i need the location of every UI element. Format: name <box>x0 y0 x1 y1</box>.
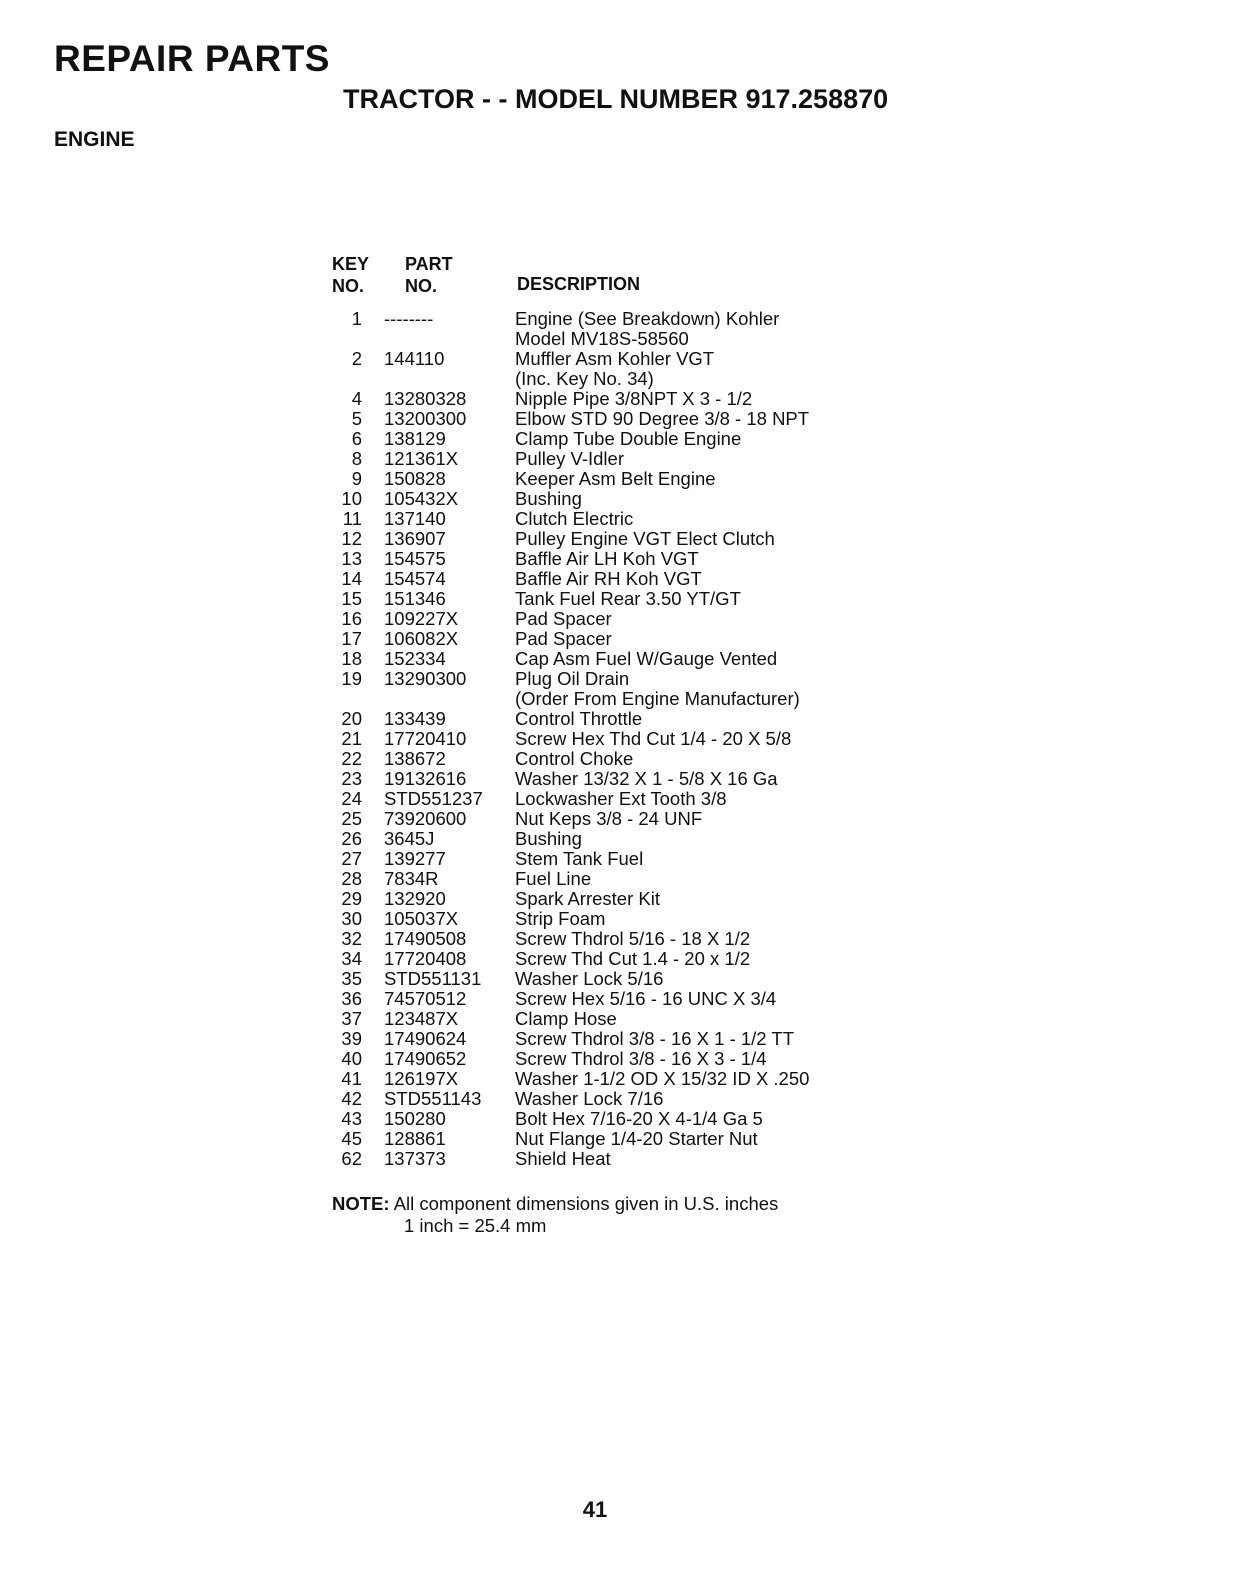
part-number: STD551237 <box>384 788 483 809</box>
key-header-line2: NO. <box>332 276 365 296</box>
part-number: 17720410 <box>384 728 467 749</box>
part-number: 13280328 <box>384 388 467 409</box>
table-row <box>332 449 892 469</box>
part-description <box>496 909 892 929</box>
description-line: Bushing <box>515 828 582 849</box>
part-number: 109227X <box>384 608 459 629</box>
part-description <box>496 769 892 789</box>
part-description <box>496 669 892 709</box>
part-number: 144110 <box>384 348 445 369</box>
description-line: Pulley Engine VGT Elect Clutch <box>515 528 775 549</box>
table-row <box>332 609 892 629</box>
part-number: 133439 <box>384 708 446 729</box>
part-number: 138129 <box>384 428 446 449</box>
parts-list <box>332 309 892 1169</box>
table-row <box>332 969 892 989</box>
table-row <box>332 429 892 449</box>
description-line: Pulley V-Idler <box>515 448 624 469</box>
part-number: 13200300 <box>384 408 467 429</box>
table-row <box>332 869 892 889</box>
description-line: Washer Lock 7/16 <box>515 1088 664 1109</box>
key-number: 30 <box>341 908 362 929</box>
description-line: Baffle Air RH Koh VGT <box>515 568 702 589</box>
part-number: 154574 <box>384 568 446 589</box>
description-line: Clamp Hose <box>515 1008 617 1029</box>
part-number: 139277 <box>384 848 446 869</box>
description-line: Control Throttle <box>515 708 643 729</box>
part-description <box>496 309 892 349</box>
part-description <box>496 469 892 489</box>
table-row <box>332 1069 892 1089</box>
table-row <box>332 549 892 569</box>
part-description <box>496 929 892 949</box>
description-line: Engine (See Breakdown) Kohler <box>515 308 780 329</box>
table-row <box>332 629 892 649</box>
part-description <box>496 449 892 469</box>
description-header: DESCRIPTION <box>517 274 641 294</box>
key-number: 15 <box>341 588 362 609</box>
part-number: 105037X <box>384 908 459 929</box>
part-header-line2: NO. <box>405 276 438 296</box>
description-line: Pad Spacer <box>515 628 612 649</box>
key-number: 43 <box>341 1108 362 1129</box>
description-line: Washer 1-1/2 OD X 15/32 ID X .250 <box>515 1068 810 1089</box>
table-row <box>332 909 892 929</box>
description-line: Stem Tank Fuel <box>515 848 644 869</box>
key-number: 20 <box>341 708 362 729</box>
key-number: 10 <box>341 488 362 509</box>
description-line: Clamp Tube Double Engine <box>515 428 742 449</box>
part-number: 150280 <box>384 1108 446 1129</box>
description-line: Bolt Hex 7/16-20 X 4-1/4 Ga 5 <box>515 1108 763 1129</box>
part-header-line1: PART <box>405 254 453 274</box>
part-number: 121361X <box>384 448 459 469</box>
part-number: 150828 <box>384 468 446 489</box>
part-description <box>496 609 892 629</box>
note <box>332 1193 778 1237</box>
description-line: Washer 13/32 X 1 - 5/8 X 16 Ga <box>515 768 778 789</box>
part-number: 7834R <box>384 868 439 889</box>
part-description <box>496 709 892 729</box>
description-line: Washer Lock 5/16 <box>515 968 664 989</box>
part-number: 137140 <box>384 508 446 529</box>
table-row <box>332 749 892 769</box>
description-line: Cap Asm Fuel W/Gauge Vented <box>515 648 778 669</box>
table-row <box>332 409 892 429</box>
part-description <box>496 789 892 809</box>
part-description <box>496 389 892 409</box>
part-description <box>496 569 892 589</box>
part-description <box>496 1029 892 1049</box>
key-number: 12 <box>341 528 362 549</box>
description-line: Screw Thdrol 5/16 - 18 X 1/2 <box>515 928 751 949</box>
part-description <box>496 1009 892 1029</box>
part-description <box>496 969 892 989</box>
part-description <box>496 489 892 509</box>
page-title: REPAIR PARTS <box>54 38 330 79</box>
key-number: 6 <box>351 428 362 449</box>
key-number: 29 <box>341 888 362 909</box>
part-description <box>496 649 892 669</box>
part-description <box>496 1049 892 1069</box>
key-number: 39 <box>341 1028 362 1049</box>
part-description <box>496 629 892 649</box>
part-number: 17490508 <box>384 928 467 949</box>
description-line: Baffle Air LH Koh VGT <box>515 548 699 569</box>
part-number: 13290300 <box>384 668 467 689</box>
key-number: 23 <box>341 768 362 789</box>
description-line: Nipple Pipe 3/8NPT X 3 - 1/2 <box>515 388 753 409</box>
table-row <box>332 349 892 389</box>
part-number: -------- <box>384 308 434 329</box>
key-number: 36 <box>341 988 362 1009</box>
model-subtitle: TRACTOR - - MODEL NUMBER 917.258870 <box>343 84 889 114</box>
description-line: Nut Flange 1/4-20 Starter Nut <box>515 1128 758 1149</box>
key-number: 26 <box>341 828 362 849</box>
part-number: 154575 <box>384 548 446 569</box>
key-number: 2 <box>351 348 362 369</box>
description-line: Screw Hex Thd Cut 1/4 - 20 X 5/8 <box>515 728 792 749</box>
table-row <box>332 709 892 729</box>
description-line: Tank Fuel Rear 3.50 YT/GT <box>515 588 741 609</box>
key-number: 42 <box>341 1088 362 1109</box>
key-number: 25 <box>341 808 362 829</box>
key-number: 45 <box>341 1128 362 1149</box>
table-row <box>332 669 892 709</box>
key-number: 32 <box>341 928 362 949</box>
part-number: 137373 <box>384 1148 446 1169</box>
part-description <box>496 829 892 849</box>
description-line: (Order From Engine Manufacturer) <box>515 688 800 709</box>
table-row <box>332 849 892 869</box>
table-row <box>332 729 892 749</box>
part-description <box>496 889 892 909</box>
key-number: 18 <box>341 648 362 669</box>
key-number: 37 <box>341 1008 362 1029</box>
key-number: 21 <box>341 728 362 749</box>
table-row <box>332 769 892 789</box>
description-line: Clutch Electric <box>515 508 634 529</box>
table-row <box>332 1009 892 1029</box>
table-row <box>332 1129 892 1149</box>
description-line: Model MV18S-58560 <box>515 328 689 349</box>
part-description <box>496 749 892 769</box>
part-number: 74570512 <box>384 988 467 1009</box>
table-row <box>332 589 892 609</box>
part-number: 126197X <box>384 1068 459 1089</box>
key-number: 13 <box>341 548 362 569</box>
table-row <box>332 1029 892 1049</box>
key-number: 8 <box>351 448 362 469</box>
key-header-line1: KEY <box>332 254 370 274</box>
description-line: Screw Thdrol 3/8 - 16 X 1 - 1/2 TT <box>515 1028 794 1049</box>
part-number: 73920600 <box>384 808 467 829</box>
description-line: Pad Spacer <box>515 608 612 629</box>
part-description <box>496 729 892 749</box>
part-number: STD551143 <box>384 1088 482 1109</box>
key-number: 41 <box>341 1068 362 1089</box>
table-row <box>332 309 892 349</box>
table-row <box>332 1049 892 1069</box>
key-number: 9 <box>351 468 362 489</box>
table-row <box>332 929 892 949</box>
part-description <box>496 809 892 829</box>
part-description <box>496 1149 892 1169</box>
description-line: Fuel Line <box>515 868 592 889</box>
description-line: Plug Oil Drain <box>515 668 630 689</box>
description-line: Nut Keps 3/8 - 24 UNF <box>515 808 703 829</box>
table-row <box>332 1089 892 1109</box>
part-description <box>496 849 892 869</box>
part-description <box>496 589 892 609</box>
description-line: Keeper Asm Belt Engine <box>515 468 716 489</box>
key-number: 14 <box>341 568 362 589</box>
part-number: 136907 <box>384 528 446 549</box>
table-row <box>332 1109 892 1129</box>
part-description <box>496 409 892 429</box>
table-row <box>332 789 892 809</box>
key-number: 16 <box>341 608 362 629</box>
table-row <box>332 949 892 969</box>
note-label: NOTE: <box>332 1193 390 1214</box>
description-line: Strip Foam <box>515 908 606 929</box>
key-number: 17 <box>341 628 362 649</box>
part-number: 152334 <box>384 648 446 669</box>
table-row <box>332 829 892 849</box>
part-number: 17720408 <box>384 948 467 969</box>
part-description <box>496 1129 892 1149</box>
table-row <box>332 989 892 1009</box>
key-number: 1 <box>351 308 362 329</box>
key-no-header <box>332 253 382 297</box>
table-row <box>332 1149 892 1169</box>
description-line: Screw Hex 5/16 - 16 UNC X 3/4 <box>515 988 777 1009</box>
part-number: 128861 <box>384 1128 446 1149</box>
description-line: Elbow STD 90 Degree 3/8 - 18 NPT <box>515 408 810 429</box>
key-number: 24 <box>341 788 362 809</box>
part-number: 17490624 <box>384 1028 467 1049</box>
part-description <box>496 509 892 529</box>
part-description <box>496 869 892 889</box>
key-number: 40 <box>341 1048 362 1069</box>
part-number: 138672 <box>384 748 446 769</box>
key-number: 11 <box>342 508 362 529</box>
table-row <box>332 809 892 829</box>
part-description <box>496 1109 892 1129</box>
section-heading: ENGINE <box>54 128 135 151</box>
part-description <box>496 549 892 569</box>
note-line2: 1 inch = 25.4 mm <box>404 1215 547 1236</box>
part-number: 132920 <box>384 888 446 909</box>
part-number: 17490652 <box>384 1048 467 1069</box>
part-description <box>496 349 892 389</box>
key-number: 62 <box>341 1148 362 1169</box>
table-row <box>332 569 892 589</box>
part-number: 151346 <box>384 588 446 609</box>
description-line: Lockwasher Ext Tooth 3/8 <box>515 788 727 809</box>
table-row <box>332 389 892 409</box>
key-number: 5 <box>351 408 362 429</box>
part-number: STD551131 <box>384 968 482 989</box>
page-number: 41 <box>582 1497 608 1522</box>
key-number: 28 <box>341 868 362 889</box>
part-description <box>496 1069 892 1089</box>
description-line: Screw Thd Cut 1.4 - 20 x 1/2 <box>515 948 751 969</box>
description-line: Screw Thdrol 3/8 - 16 X 3 - 1/4 <box>515 1048 767 1069</box>
part-number: 19132616 <box>384 768 467 789</box>
table-row <box>332 889 892 909</box>
description-line: Muffler Asm Kohler VGT <box>515 348 715 369</box>
table-row <box>332 469 892 489</box>
key-number: 19 <box>341 668 362 689</box>
part-no-header <box>405 253 475 297</box>
part-description <box>496 989 892 1009</box>
key-number: 27 <box>341 848 362 869</box>
key-number: 4 <box>351 388 362 409</box>
part-description <box>496 1089 892 1109</box>
key-number: 22 <box>341 748 362 769</box>
note-line1: All component dimensions given in U.S. inches <box>393 1193 779 1214</box>
description-line: (Inc. Key No. 34) <box>515 368 654 389</box>
part-number: 3645J <box>384 828 435 849</box>
table-row <box>332 489 892 509</box>
key-number: 35 <box>341 968 362 989</box>
table-row <box>332 529 892 549</box>
description-line: Control Choke <box>515 748 634 769</box>
description-line: Spark Arrester Kit <box>515 888 660 909</box>
part-description <box>496 529 892 549</box>
part-description <box>496 429 892 449</box>
part-description <box>496 949 892 969</box>
part-number: 106082X <box>384 628 459 649</box>
part-number: 105432X <box>384 488 459 509</box>
description-line: Shield Heat <box>515 1148 611 1169</box>
description-line: Bushing <box>515 488 582 509</box>
key-number: 34 <box>341 948 362 969</box>
part-number: 123487X <box>384 1008 459 1029</box>
table-row <box>332 649 892 669</box>
table-row <box>332 509 892 529</box>
